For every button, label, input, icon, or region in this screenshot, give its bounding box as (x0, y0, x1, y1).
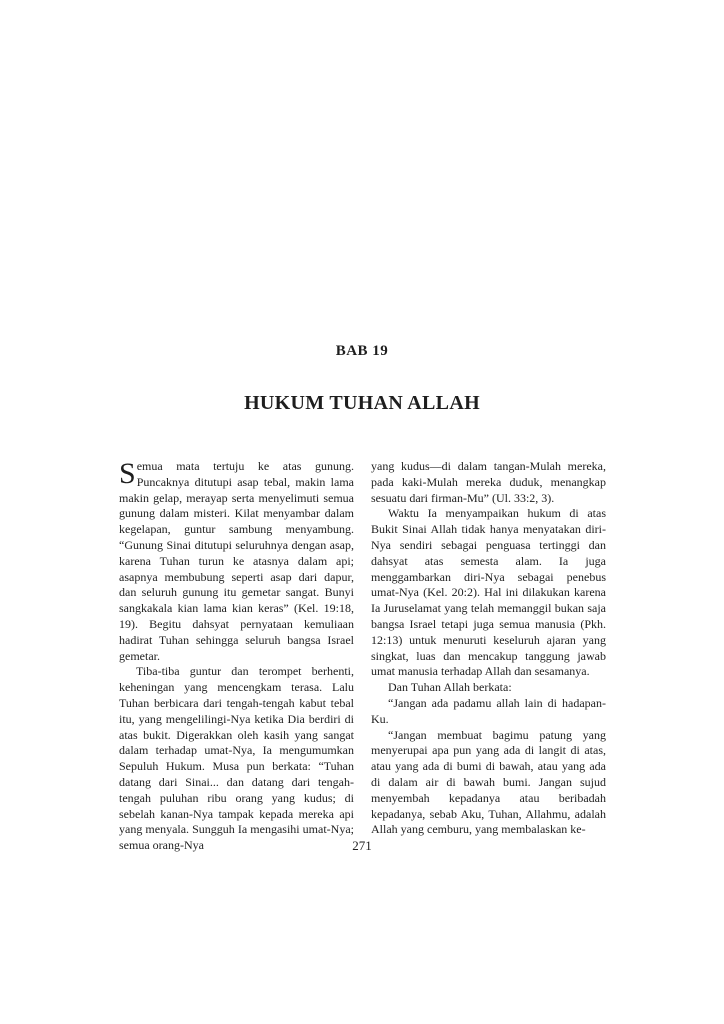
paragraph: Tiba-tiba guntur dan terompet berhenti, keheningan yang mencengkam terasa. Lalu Tuhan berbicara dari tengah-tengah kabut tebal itu, yang mengelilingi-Nya ketika Dia berdiri di atas bukit. Digerakkan oleh kasih yang sangat dalam terhadap umat-Nya, Ia mengumumkan Sepuluh Hukum. Musa pun berkata: “Tuhan datang dari Sinai... dan datang dari tengah-tengah puluhan ribu orang yang kudus; di sebelah kanan-Nya tampak kepada mereka api yang menyala. Sungguh Ia mengasihi umat-Nya; semua orang-Nya (119, 664, 354, 853)
page-number: 271 (352, 838, 372, 853)
chapter-label: BAB 19 (335, 343, 389, 359)
chapter-title: HUKUM TUHAN ALLAH (244, 392, 480, 414)
right-column (371, 459, 606, 838)
drop-cap: S (119, 457, 136, 490)
paragraph (119, 459, 354, 664)
paragraph: yang kudus—di dalam tangan-Mulah mereka, pada kaki-Mulah mereka duduk, menangkap sesuatu dari firman-Mu” (Ul. 33:2, 3). (371, 459, 606, 505)
paragraph: Dan Tuhan Allah berkata: (388, 680, 512, 695)
paragraph-text: emua mata tertuju ke atas gunung. Puncaknya ditutupi asap tebal, makin lama makin gelap, merayap serta menyelimuti semua gunung dalam misteri. Kilat menyambar dalam kegelapan, guntur sambung menyambung. “Gunung Sinai ditutupi seluruhnya dengan asap, karena Tuhan turun ke atasnya dalam api; asapnya membubung seperti asap dari dapur, dan seluruh gunung itu gemetar sangat. Bunyi sangkakala kian lama kian keras” (Kel. 19:18, 19). Begitu dahsyat pernyataan kemuliaan hadirat Tuhan sehingga seluruh bangsa Israel gemetar. (119, 459, 354, 663)
paragraph: “Jangan membuat bagimu patung yang menyerupai apa pun yang ada di langit di atas, atau yang ada di bumi di bawah, atau yang ada di dalam air di bawah bumi. Jangan sujud menyembah kepadanya atau beribadah kepadanya, sebab Aku, Tuhan, Allahmu, adalah Allah yang cemburu, yang membalaskan ke- (371, 727, 606, 837)
left-column (119, 459, 354, 854)
paragraph: “Jangan ada padamu allah lain di hadapan-Ku. (371, 695, 606, 726)
paragraph: Waktu Ia menyampaikan hukum di atas Bukit Sinai Allah tidak hanya menyatakan diri-Nya sendiri sebagai penguasa tertinggi dan dahsyat atas semesta alam. Ia juga menggambarkan diri-Nya sebagai penebus umat-Nya (Kel. 20:2). Hal ini dilakukan karena Ia Juruselamat yang telah memanggil bukan saja bangsa Israel tetapi juga semua manusia (Pkh. 12:13) untuk menuruti keseluruh ajaran yang singkat, luas dan mencakup tanggung jawab umat manusia terhadap Allah dan sesamanya. (371, 506, 606, 679)
